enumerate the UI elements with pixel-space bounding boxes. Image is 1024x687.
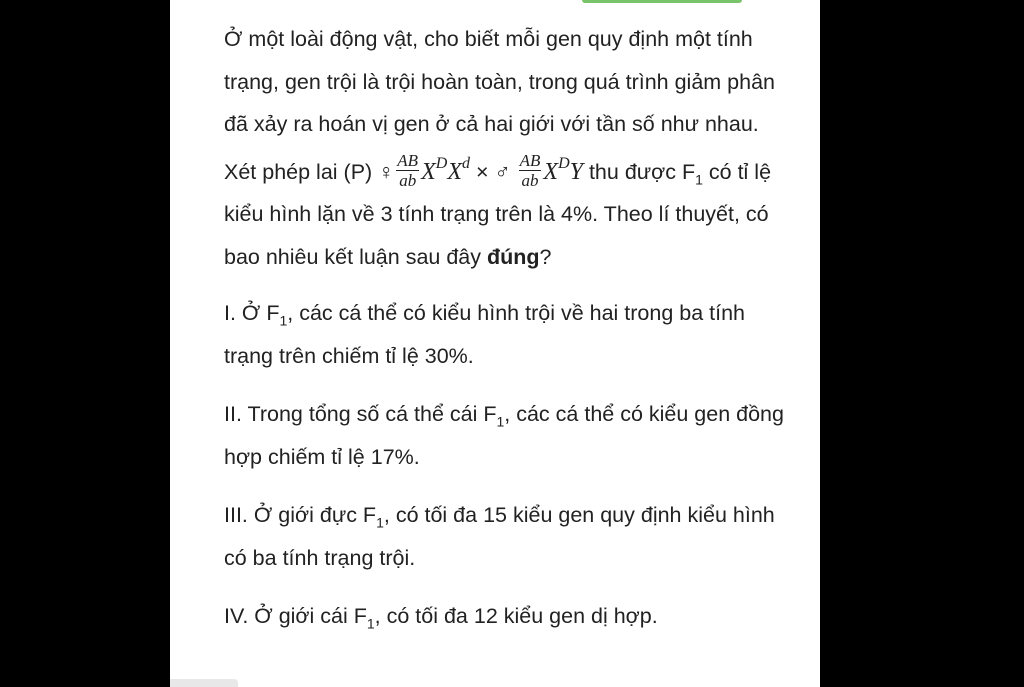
generation-subscript: 1 bbox=[695, 170, 703, 187]
statement-body: , có tối đa 12 kiểu gen dị hợp. bbox=[374, 604, 658, 629]
y-chromosome-letter: Y bbox=[569, 158, 583, 185]
statement-2 bbox=[224, 393, 784, 478]
question-card bbox=[170, 0, 820, 687]
generation-subscript: 1 bbox=[279, 312, 288, 329]
scroll-indicator[interactable] bbox=[170, 679, 238, 687]
statement-body: , có tối đa 15 kiểu gen quy định kiểu hình có ba tính trạng trội. bbox=[224, 503, 775, 570]
result-text: thu được F bbox=[582, 159, 696, 184]
statement-3 bbox=[224, 494, 784, 579]
x-chromosome-letter: X bbox=[447, 158, 462, 185]
statement-prefix: III. Ở giới đực F bbox=[224, 503, 377, 528]
statement-prefix: IV. Ở giới cái F bbox=[224, 604, 367, 629]
left-black-margin bbox=[0, 0, 170, 687]
generation-subscript: 1 bbox=[376, 514, 384, 531]
right-black-margin bbox=[820, 0, 1024, 687]
question-end: ? bbox=[539, 244, 552, 269]
question-content bbox=[224, 18, 784, 654]
statement-1 bbox=[224, 292, 784, 377]
emphasis-word: đúng bbox=[486, 244, 540, 269]
statement-prefix: I. Ở F bbox=[224, 301, 280, 326]
question-intro: Ở một loài động vật, cho biết mỗi gen quy định một tính trạng, gen trội là trội hoàn toàn, trong quá trình giảm phân đã xảy ra hoán vị gen ở cả hai giới với tần số như nhau. Xét phép lai (P) ♀ bbox=[224, 27, 776, 184]
allele-D-superscript: D bbox=[558, 154, 570, 172]
statement-body: , các cá thể có kiểu hình trội về hai trong ba tính trạng trên chiếm tỉ lệ 30%. bbox=[224, 301, 746, 368]
x-chromosome-letter: X bbox=[543, 158, 559, 185]
allele-d-superscript: d bbox=[461, 154, 470, 172]
fraction-denominator: ab bbox=[399, 171, 417, 191]
statement-prefix: II. Trong tổng số cá thể cái F bbox=[224, 402, 497, 427]
top-accent-tab bbox=[582, 0, 742, 3]
generation-subscript: 1 bbox=[366, 615, 375, 632]
cross-male-sign: × ♂ bbox=[469, 159, 511, 184]
generation-subscript: 1 bbox=[496, 413, 505, 430]
allele-D-superscript: D bbox=[435, 154, 448, 172]
statement-body: , các cá thể có kiểu gen đồng hợp chiếm tỉ lệ 17%. bbox=[224, 402, 784, 469]
question-rest: có tỉ lệ kiểu hình lặn về 3 tính trạng trên là 4%. Theo lí thuyết, có bao nhiêu kết luận sau đây bbox=[224, 159, 772, 269]
fraction-denominator: ab bbox=[521, 171, 539, 191]
fraction-numerator: AB bbox=[519, 151, 541, 171]
question-text bbox=[224, 18, 784, 278]
statement-4 bbox=[224, 595, 784, 638]
x-chromosome-letter: X bbox=[421, 158, 436, 185]
genotype-fraction-male bbox=[519, 151, 542, 190]
fraction-numerator: AB bbox=[397, 151, 419, 171]
genotype-fraction-female bbox=[396, 151, 419, 190]
